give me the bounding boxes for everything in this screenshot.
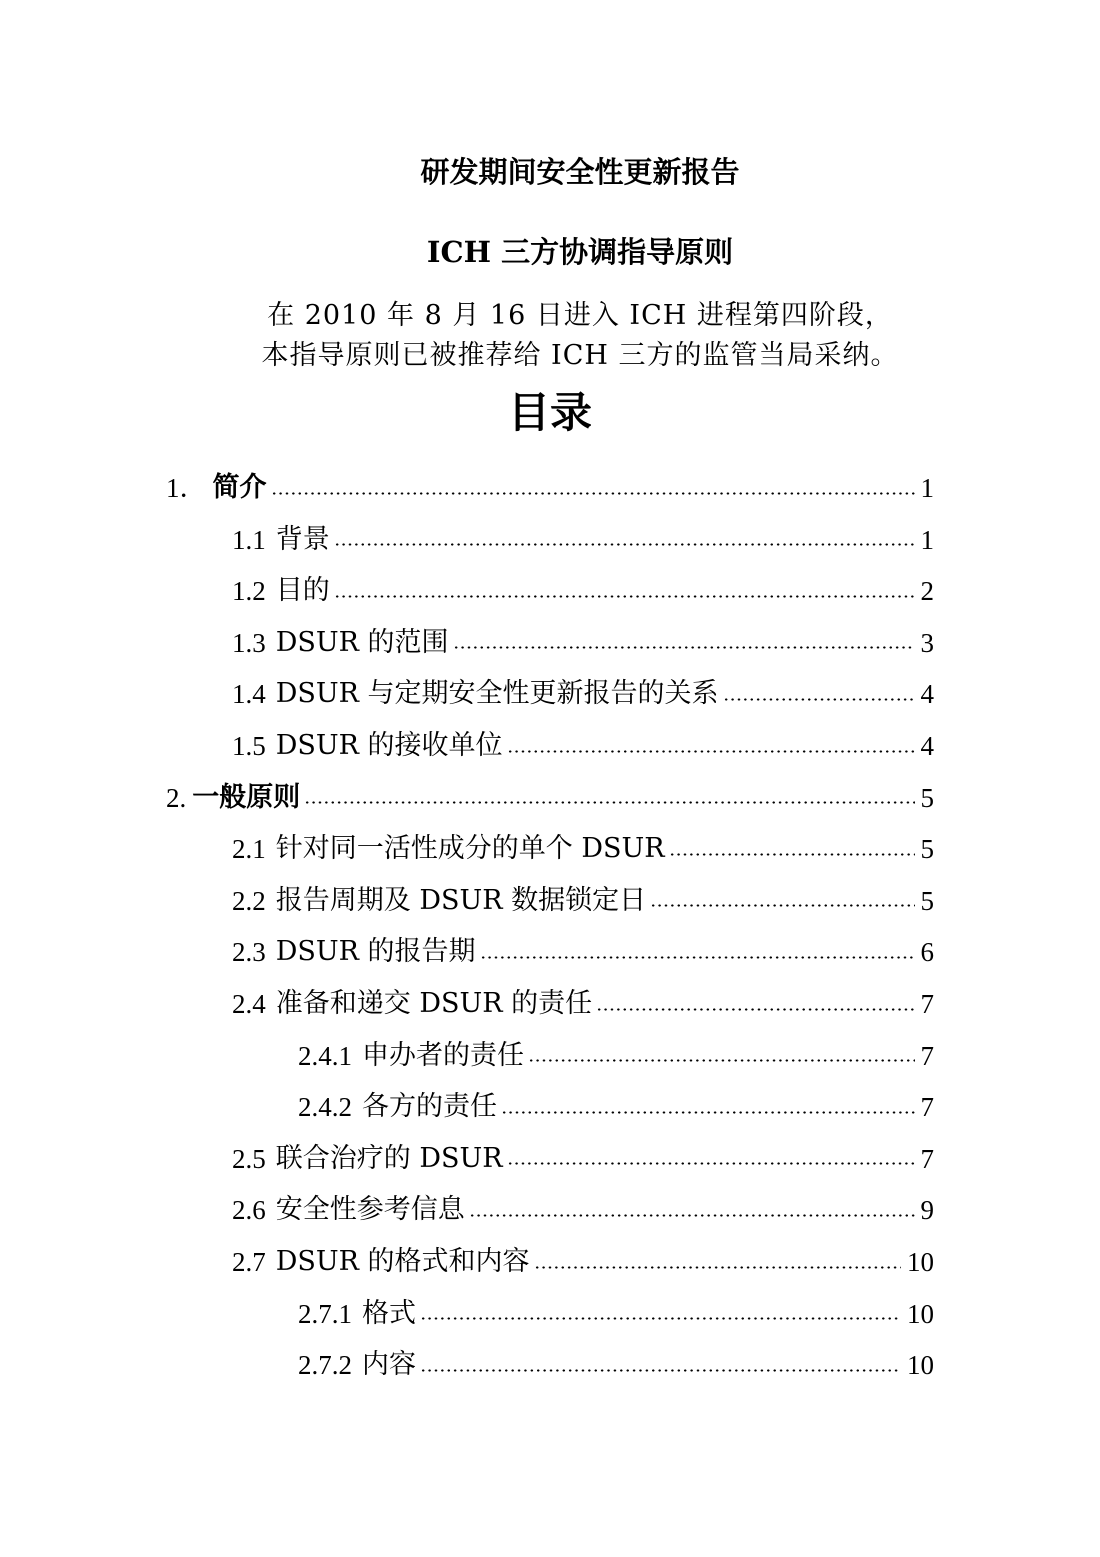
toc-entry[interactable] bbox=[232, 875, 934, 927]
toc-entry-label: 内容 bbox=[362, 1349, 416, 1381]
toc-entry-number: 1.5 bbox=[232, 731, 266, 761]
toc-entry[interactable] bbox=[232, 823, 934, 875]
toc-dot-leader bbox=[420, 1317, 901, 1320]
toc-entry-page-number: 7 bbox=[920, 1092, 934, 1123]
toc-entry-page-number: 10 bbox=[907, 1298, 934, 1329]
toc-entry-page-number: 1 bbox=[920, 473, 934, 503]
toc-dot-leader bbox=[480, 956, 915, 959]
toc-entry-number: 2.5 bbox=[232, 1143, 266, 1174]
toc-entry-number: 2.4 bbox=[232, 989, 266, 1019]
toc-entry-label: 申办者的责任 bbox=[362, 1039, 524, 1071]
toc-heading: 目录 bbox=[507, 388, 592, 437]
toc-entry-number: 1.2 bbox=[232, 576, 266, 607]
toc-entry-page-number: 6 bbox=[920, 937, 934, 968]
toc-entry-label: 联合治疗的 DSUR bbox=[275, 1142, 503, 1174]
toc-entry[interactable] bbox=[232, 617, 934, 669]
toc-entry[interactable] bbox=[232, 1184, 934, 1236]
toc-entry-page-number: 4 bbox=[920, 679, 934, 710]
toc-entry-label: DSUR 的报告期 bbox=[275, 936, 476, 968]
toc-entry-page-number: 4 bbox=[920, 731, 934, 761]
toc-entry-label: 简介 bbox=[212, 472, 267, 503]
toc-entry-page-number: 5 bbox=[920, 834, 934, 865]
document-subtitle: ICH 三方协调指导原则 bbox=[426, 235, 734, 269]
toc-entry[interactable] bbox=[298, 1081, 934, 1133]
toc-entry-page-number: 5 bbox=[920, 885, 934, 916]
toc-entry[interactable] bbox=[166, 772, 934, 824]
document-title: 研发期间安全性更新报告 bbox=[420, 155, 740, 189]
toc-dot-leader bbox=[650, 904, 914, 907]
toc-dot-leader bbox=[334, 543, 915, 546]
toc-entry-label: 各方的责任 bbox=[362, 1091, 497, 1123]
toc-entry-page-number: 5 bbox=[920, 782, 934, 813]
toc-entry-label: 准备和递交 DSUR 的责任 bbox=[275, 988, 593, 1019]
toc-entry-label: 背景 bbox=[275, 523, 330, 555]
toc-dot-leader bbox=[501, 1111, 915, 1114]
toc-entry[interactable] bbox=[298, 1339, 934, 1391]
toc-entry[interactable] bbox=[232, 720, 934, 772]
toc-entry-number: 2. bbox=[166, 782, 187, 813]
toc-entry-page-number: 10 bbox=[907, 1247, 934, 1277]
toc-entry-label: 一般原则 bbox=[192, 781, 301, 813]
toc-entry[interactable] bbox=[232, 1133, 934, 1185]
toc-entry-label: 目的 bbox=[275, 575, 330, 607]
toc-dot-leader bbox=[596, 1008, 914, 1011]
toc-dot-leader bbox=[507, 1162, 915, 1165]
toc-entry-label: 安全性参考信息 bbox=[275, 1194, 465, 1226]
toc-entry-page-number: 7 bbox=[920, 1143, 934, 1174]
toc-entry-label: 报告周期及 DSUR 数据锁定日 bbox=[275, 884, 647, 916]
toc-dot-leader bbox=[528, 1059, 915, 1062]
toc-entry-number: 2.1 bbox=[232, 834, 266, 865]
toc-entry-number: 2.6 bbox=[232, 1195, 266, 1226]
toc-dot-leader bbox=[723, 698, 915, 701]
toc-dot-leader bbox=[271, 492, 915, 495]
toc-entry-number: 2.2 bbox=[232, 885, 266, 916]
toc-entry-page-number: 10 bbox=[907, 1350, 934, 1381]
adoption-note-line-2: 本指导原则已被推荐给 ICH 三方的监管当局采纳。 bbox=[261, 340, 899, 371]
toc-entry-label: 针对同一活性成分的单个 DSUR bbox=[275, 833, 665, 865]
toc-entry[interactable] bbox=[232, 926, 934, 978]
toc-entry[interactable] bbox=[232, 1236, 934, 1288]
toc-entry-page-number: 7 bbox=[920, 989, 934, 1019]
toc-entry-number: 1.3 bbox=[232, 627, 266, 658]
toc-entry-number: 2.7.1 bbox=[298, 1298, 352, 1329]
toc-entry-number: 1.4 bbox=[232, 679, 266, 710]
toc-entry[interactable] bbox=[298, 1030, 934, 1082]
toc-entry-number: 2.4.2 bbox=[298, 1092, 352, 1123]
toc-entry-number: 1.1 bbox=[232, 524, 266, 555]
toc-entry-page-number: 2 bbox=[920, 576, 934, 607]
toc-entry-label: DSUR 的范围 bbox=[275, 626, 449, 658]
toc-entry-page-number: 9 bbox=[920, 1195, 934, 1226]
toc-dot-leader bbox=[420, 1369, 901, 1372]
toc-dot-leader bbox=[304, 801, 914, 804]
toc-entry[interactable] bbox=[232, 514, 934, 566]
toc-dot-leader bbox=[334, 595, 915, 598]
toc-entry-label: 格式 bbox=[362, 1297, 416, 1329]
toc-dot-leader bbox=[669, 853, 915, 856]
toc-entry-number: 2.7 bbox=[232, 1247, 266, 1277]
toc-entry-number: 1． bbox=[166, 473, 207, 503]
toc-dot-leader bbox=[534, 1266, 901, 1269]
toc-entry-page-number: 7 bbox=[920, 1040, 934, 1071]
toc-entry[interactable] bbox=[232, 565, 934, 617]
toc-entry-label: DSUR 的格式和内容 bbox=[275, 1246, 530, 1277]
toc-entry-label: DSUR 的接收单位 bbox=[275, 730, 503, 761]
toc-dot-leader bbox=[469, 1214, 915, 1217]
toc-entry[interactable] bbox=[232, 978, 934, 1030]
toc-entry-number: 2.4.1 bbox=[298, 1040, 352, 1071]
toc-entry[interactable] bbox=[298, 1288, 934, 1340]
toc-dot-leader bbox=[507, 750, 915, 753]
toc-entry-number: 2.3 bbox=[232, 937, 266, 968]
toc-entry-number: 2.7.2 bbox=[298, 1350, 352, 1381]
toc-entry[interactable] bbox=[166, 462, 934, 514]
toc-entry-label: DSUR 与定期安全性更新报告的关系 bbox=[275, 678, 719, 710]
toc-entry-page-number: 3 bbox=[920, 627, 934, 658]
toc-dot-leader bbox=[453, 646, 915, 649]
toc-entry-page-number: 1 bbox=[920, 524, 934, 555]
adoption-note-line-1: 在 2010 年 8 月 16 日进入 ICH 进程第四阶段， bbox=[267, 300, 893, 331]
toc-entry[interactable] bbox=[232, 668, 934, 720]
